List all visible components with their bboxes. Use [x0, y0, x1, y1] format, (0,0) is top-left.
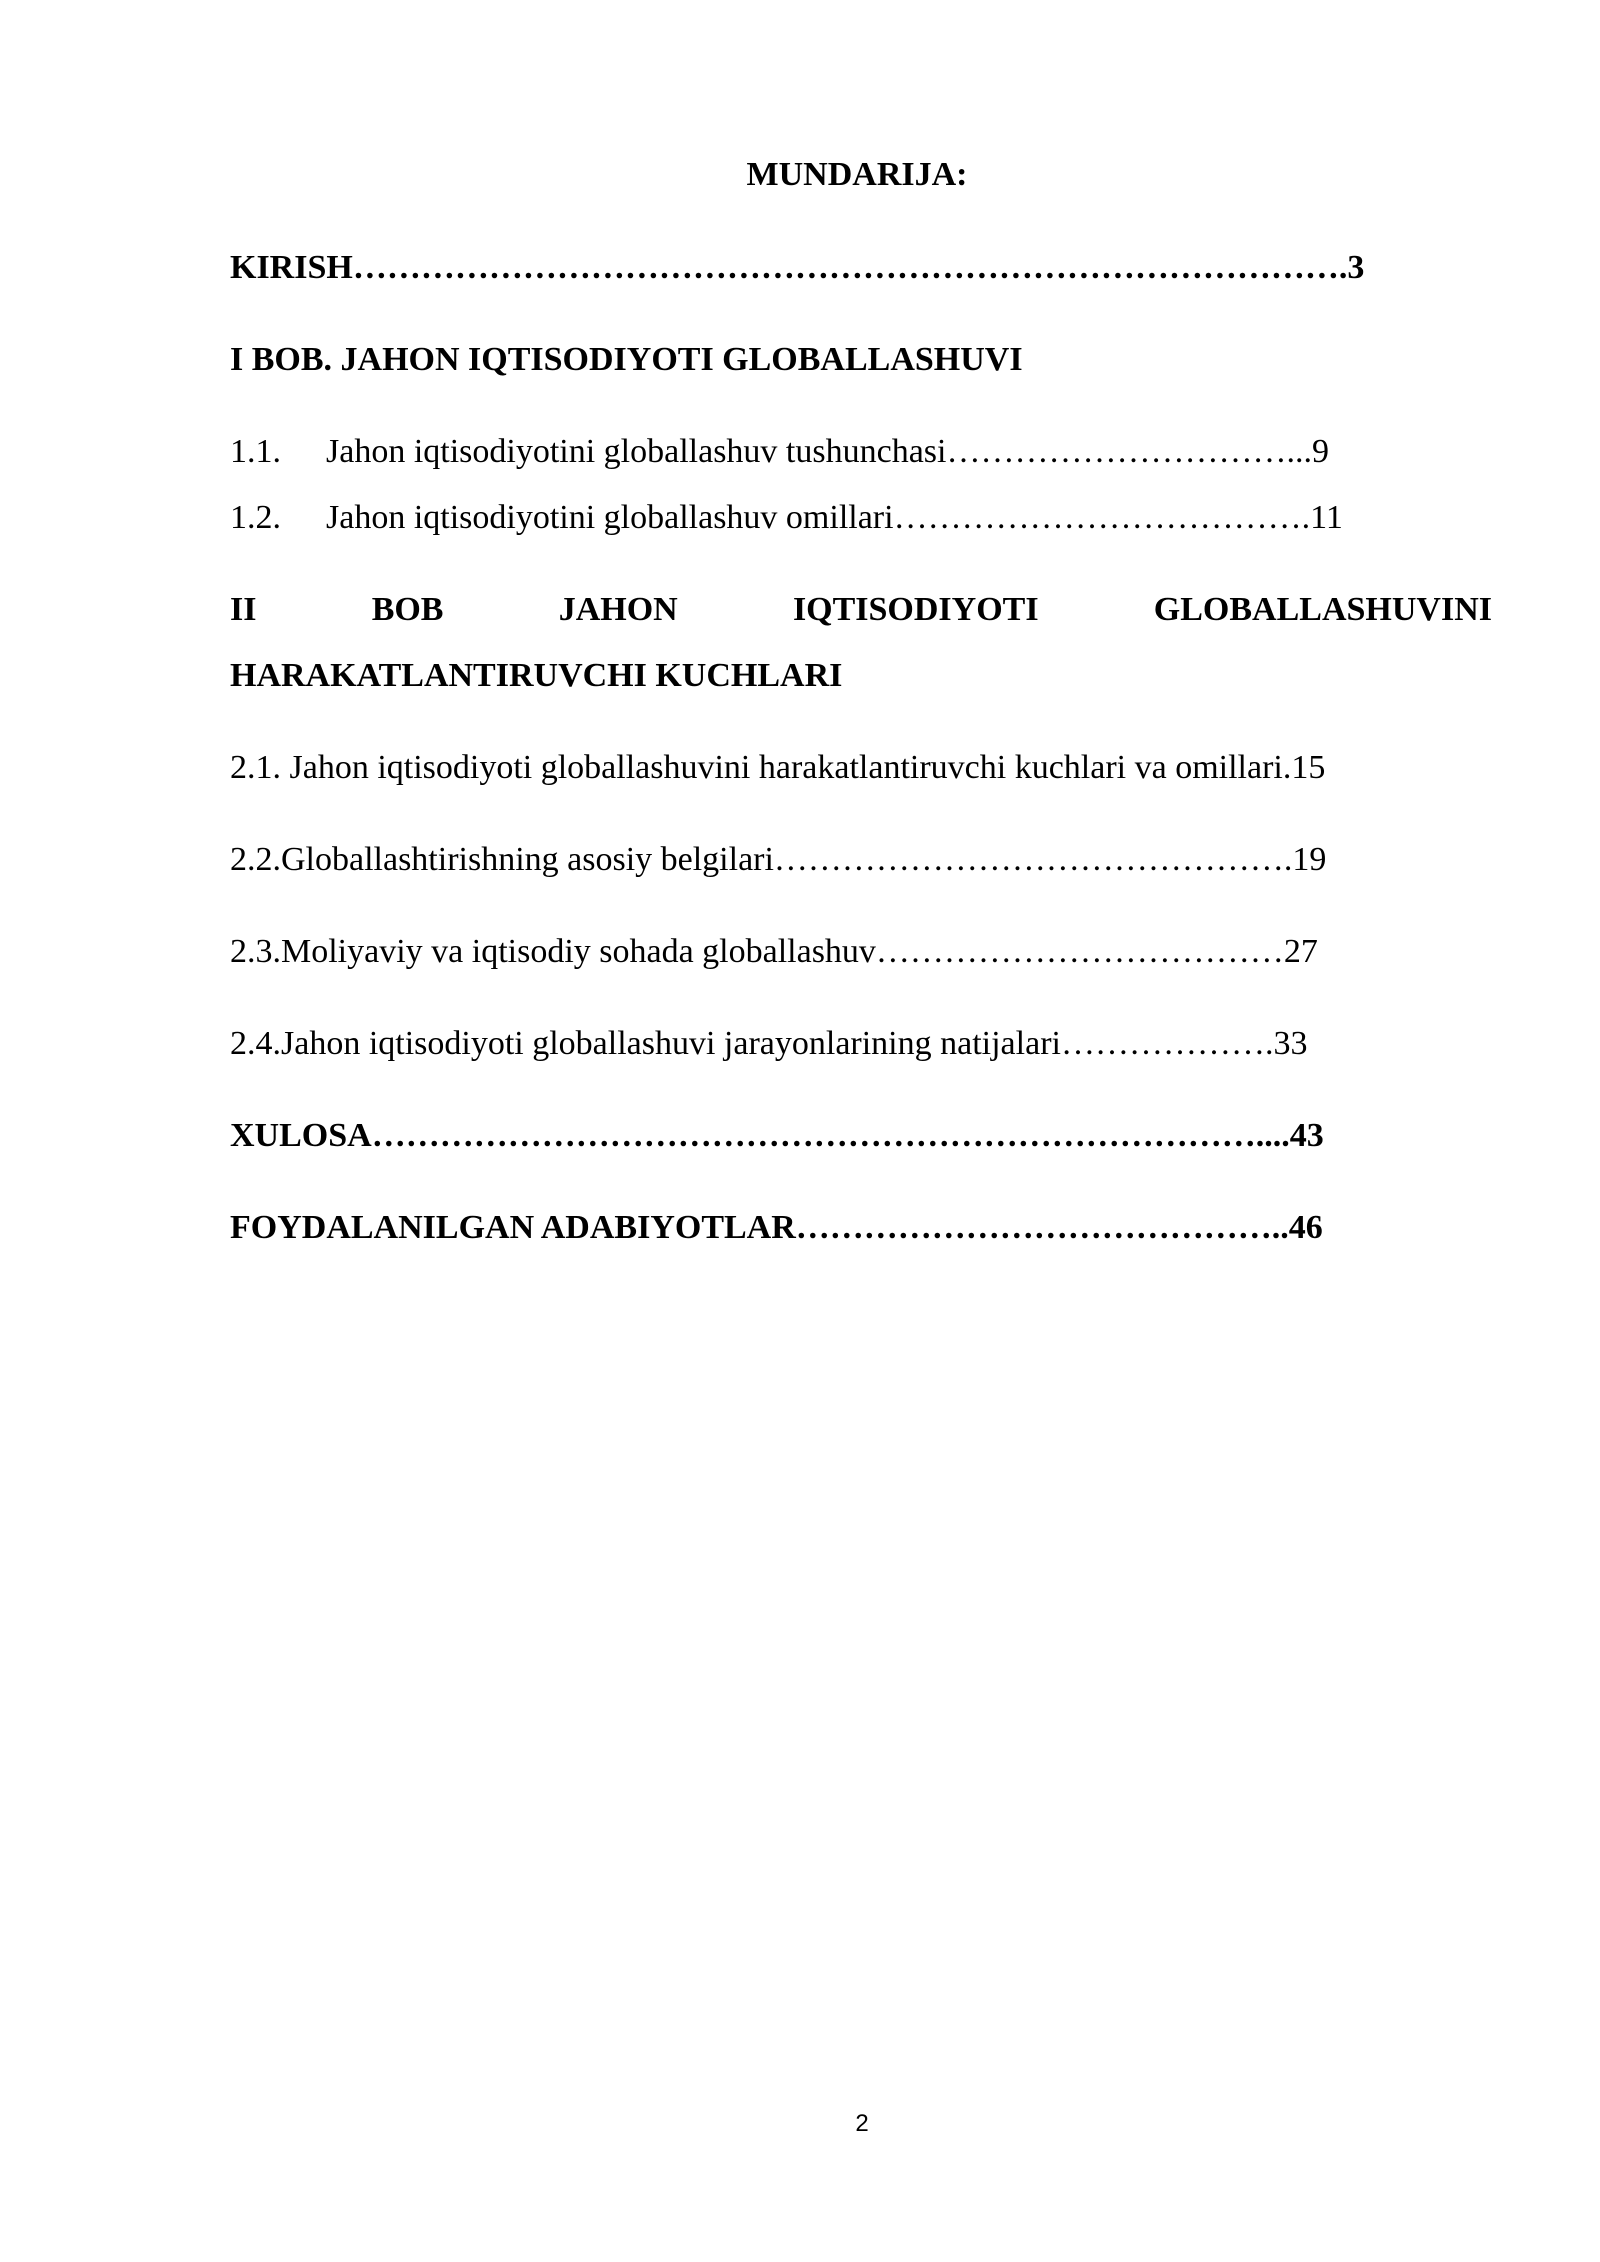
toc-entry-2-2: 2.2.Globallashtirishning asosiy belgilari……………………………………….19 [230, 841, 1327, 878]
toc-entry-kirish: KIRISH…………………………………………………………………………….3 [230, 249, 1365, 286]
toc-entry-2-1: 2.1. Jahon iqtisodiyoti globallashuvini harakatlantiruvchi kuchlari va omillari.15 [230, 749, 1326, 786]
toc-chapter-1-heading: I BOB. JAHON IQTISODIYOTI GLOBALLASHUVI [230, 341, 1023, 378]
toc-chapter-2-word: II [230, 591, 257, 628]
toc-chapter-2-heading-line-2: HARAKATLANTIRUVCHI KUCHLARI [230, 657, 843, 694]
toc-chapter-2-word: IQTISODIYOTI [792, 591, 1039, 628]
toc-chapter-2-word: JAHON [558, 591, 678, 628]
toc-entry-1-1 [230, 432, 1329, 472]
toc-entry-2-4: 2.4.Jahon iqtisodiyoti globallashuvi jarayonlarining natijalari……………….33 [230, 1025, 1308, 1062]
toc-chapter-2-word: GLOBALLASHUVINI [1153, 591, 1492, 628]
toc-entry-adabiyotlar: FOYDALANILGAN ADABIYOTLAR……………………………………..46 [230, 1209, 1323, 1246]
toc-chapter-2-heading-line-1 [230, 590, 1492, 630]
toc-entry-1-1-number: 1.1. [230, 433, 281, 470]
toc-entry-1-2-number: 1.2. [230, 499, 281, 536]
toc-entry-1-1-text: Jahon iqtisodiyotini globallashuv tushunchasi…………………………...9 [326, 433, 1329, 470]
toc-title: MUNDARIJA: [746, 156, 968, 193]
page-number: 2 [855, 2110, 869, 2137]
toc-chapter-2-word: BOB [371, 591, 444, 628]
toc-entry-xulosa: XULOSA……………………………………………………………………....43 [230, 1117, 1324, 1154]
toc-entry-1-2-text: Jahon iqtisodiyotini globallashuv omillari……………………………….11 [326, 499, 1343, 536]
toc-entry-1-2 [230, 498, 1343, 538]
toc-entry-2-3: 2.3.Moliyaviy va iqtisodiy sohada globallashuv………………………………27 [230, 933, 1318, 970]
